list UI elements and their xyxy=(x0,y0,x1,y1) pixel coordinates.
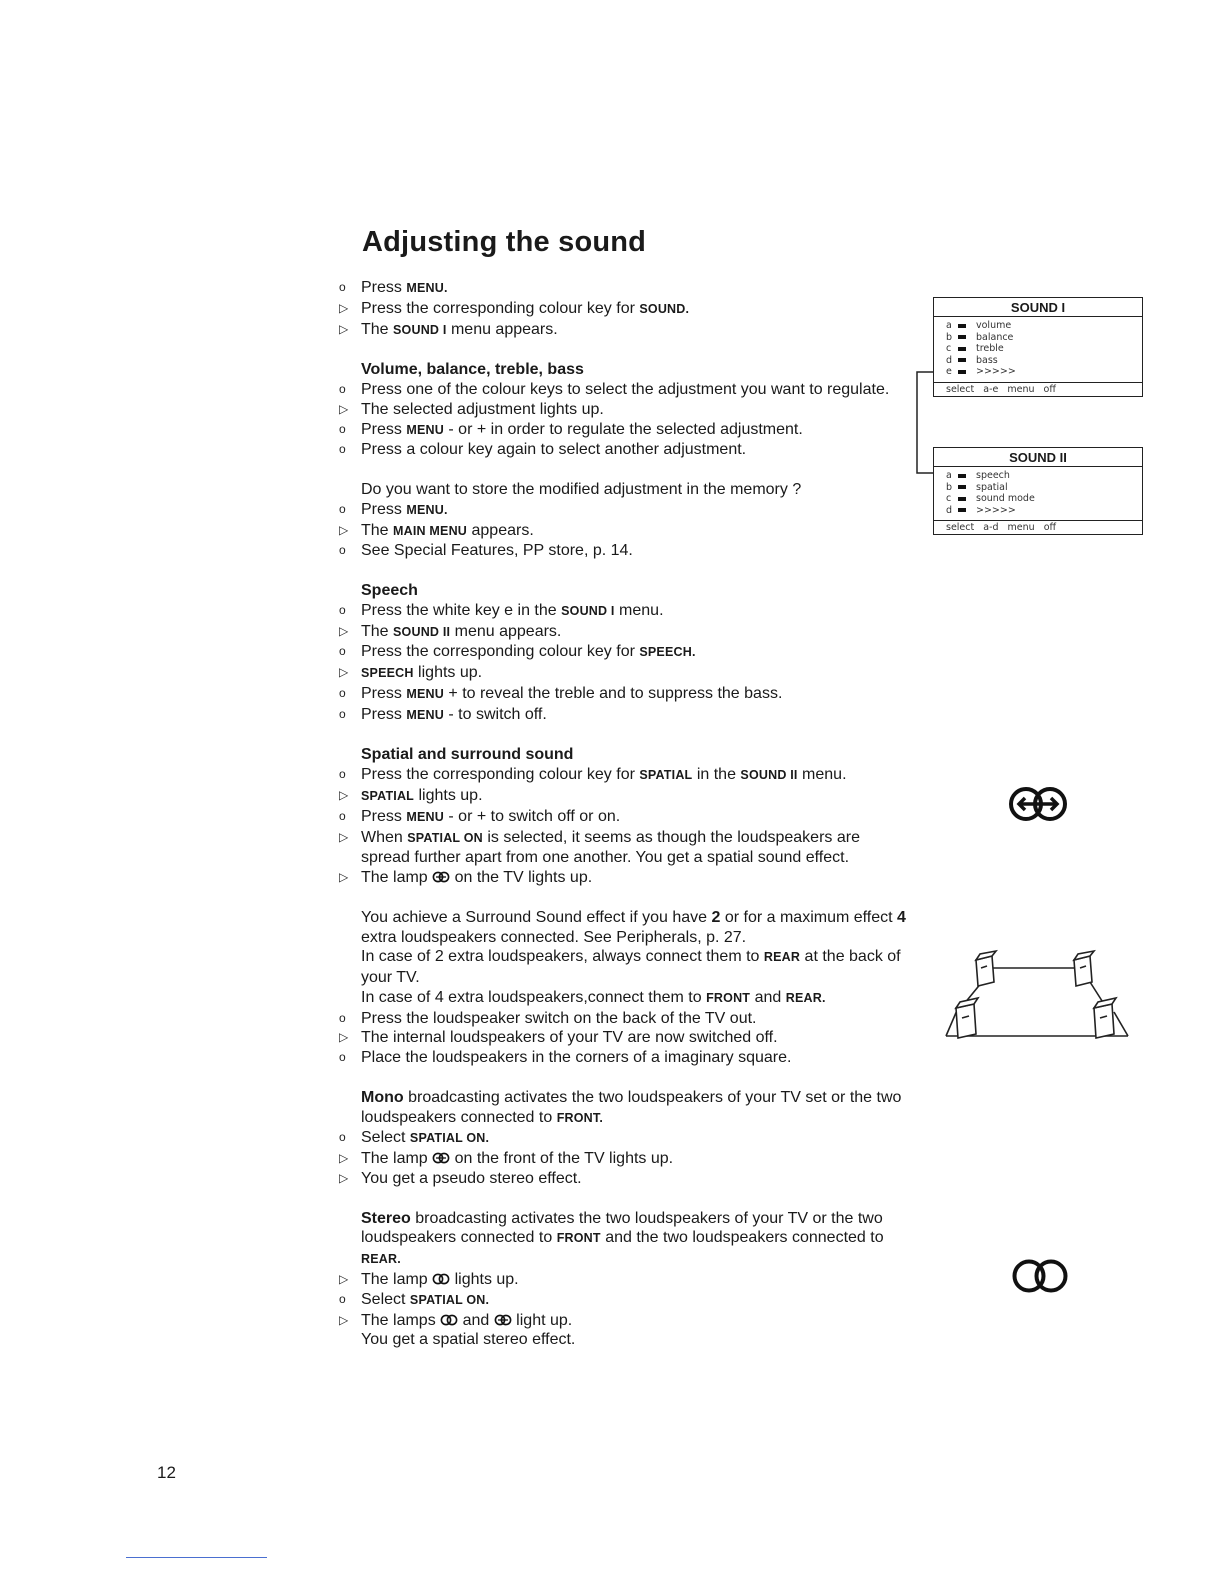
instruction-text: Press the corresponding colour key for SPATIAL in the SOUND II menu. xyxy=(361,766,847,784)
color-key-icon xyxy=(958,497,966,501)
menu-items xyxy=(934,317,1142,382)
spatial-lamp-icon xyxy=(494,1314,512,1326)
result-arrow-icon: ▷ xyxy=(339,1030,349,1045)
menu-item xyxy=(946,493,1142,505)
menu-item-label: bass xyxy=(976,354,998,366)
section xyxy=(338,1209,908,1351)
instruction-line xyxy=(338,1209,908,1270)
page-number: 12 xyxy=(157,1463,176,1482)
instruction-text: Press the loudspeaker switch on the back of the TV out. xyxy=(361,1009,757,1027)
color-key-icon xyxy=(958,324,966,328)
instruction-text: Press one of the colour keys to select the adjustment you want to regulate. xyxy=(361,380,890,398)
subheading: Stereo xyxy=(361,1209,411,1227)
section xyxy=(338,745,908,888)
instruction-line xyxy=(338,581,908,601)
step-bullet-icon: o xyxy=(339,543,346,558)
bottom-rule xyxy=(126,1557,267,1558)
instruction-text: The internal loudspeakers of your TV are now switched off. xyxy=(361,1029,778,1047)
page-title: Adjusting the sound xyxy=(362,226,647,258)
key-label: SPEECH. xyxy=(639,645,696,660)
instruction-line xyxy=(338,807,908,828)
step-bullet-icon: o xyxy=(339,1291,346,1306)
instruction-line xyxy=(338,765,908,786)
key-label: SPATIAL ON. xyxy=(409,1131,490,1146)
instruction-line xyxy=(338,1128,908,1149)
instruction-line xyxy=(338,360,908,380)
instruction-line xyxy=(338,320,908,341)
menu-item-label: balance xyxy=(976,331,1014,343)
spatial-lamp-icon xyxy=(1007,785,1069,823)
menu-item xyxy=(946,482,1142,494)
instruction-text: SPEECH lights up. xyxy=(361,664,483,682)
instruction-line xyxy=(338,278,908,299)
instruction-line xyxy=(338,684,908,705)
instruction-line xyxy=(338,400,908,420)
subheading: Speech xyxy=(361,581,418,599)
menu-item-label: treble xyxy=(976,343,1004,354)
menu-item-key: d xyxy=(946,504,953,516)
instruction-line xyxy=(338,1149,908,1169)
menu-item-key: a xyxy=(946,470,952,481)
stereo-lamp-icon xyxy=(432,1273,450,1285)
instruction-text: Stereo broadcasting activates the two loudspeakers of your TV or the two loudspeakers connected to FRONT and the two loudspeakers connected to REAR. xyxy=(361,1209,884,1267)
instruction-line xyxy=(338,947,908,988)
menu-item-label: sound mode xyxy=(976,493,1035,504)
indent xyxy=(338,480,361,500)
instruction-text: Press a colour key again to select another adjustment. xyxy=(361,441,747,459)
menu-item-key: d xyxy=(946,354,953,366)
subheading: Mono xyxy=(361,1088,404,1106)
instruction-text: Mono broadcasting activates the two loudspeakers of your TV set or the two loudspeakers connected to FRONT. xyxy=(361,1088,902,1126)
result-arrow-icon: ▷ xyxy=(339,787,349,802)
result-arrow-icon: ▷ xyxy=(339,1151,349,1166)
instruction-text: Press MENU - or + in order to regulate the selected adjustment. xyxy=(361,420,803,438)
instruction-text: Select SPATIAL ON. xyxy=(361,1290,490,1308)
instruction-line xyxy=(338,705,908,726)
emphasis-number: 4 xyxy=(897,908,906,926)
indent xyxy=(338,1209,361,1270)
color-key-icon xyxy=(958,370,966,374)
instruction-text: Press MENU - or + to switch off or on. xyxy=(361,807,621,825)
color-key-icon xyxy=(958,508,966,512)
instruction-line xyxy=(338,642,908,663)
color-key-icon xyxy=(958,474,966,478)
instruction-line xyxy=(338,908,908,948)
result-arrow-icon: ▷ xyxy=(339,829,349,844)
indent xyxy=(338,581,361,601)
instruction-text: The lamp lights up. xyxy=(361,1271,519,1289)
key-label: MENU xyxy=(406,809,444,824)
step-bullet-icon: o xyxy=(339,381,346,396)
key-label: SOUND. xyxy=(639,301,690,316)
menu-item-label: speech xyxy=(976,470,1010,481)
menu-item-label: volume xyxy=(976,320,1012,331)
instruction-text: The SOUND II menu appears. xyxy=(361,622,562,640)
sound-1-menu xyxy=(933,297,1143,397)
step-bullet-icon: o xyxy=(339,685,346,700)
menu-item-key: c xyxy=(946,343,952,354)
result-arrow-icon: ▷ xyxy=(339,1272,349,1287)
menu-item xyxy=(946,470,1142,482)
instruction-text xyxy=(361,581,908,601)
instruction-text: The lamp on the TV lights up. xyxy=(361,869,593,887)
instruction-line xyxy=(338,1330,908,1350)
section xyxy=(338,908,908,1068)
step-bullet-icon: o xyxy=(339,602,346,617)
instruction-text: The selected adjustment lights up. xyxy=(361,400,604,418)
instruction-text: The lamps and light up. xyxy=(361,1311,573,1329)
instruction-line xyxy=(338,868,908,888)
key-label: MENU. xyxy=(406,502,448,517)
instruction-line xyxy=(338,541,908,561)
menu-item-key: e xyxy=(946,366,952,377)
result-arrow-icon: ▷ xyxy=(339,623,349,638)
color-key-icon xyxy=(958,485,966,489)
menu-footer: select a-d menu off xyxy=(934,520,1142,534)
stereo-lamp-icon xyxy=(1011,1258,1069,1294)
key-label: MENU. xyxy=(406,281,448,295)
instruction-text: Press the corresponding colour key for SPEECH. xyxy=(361,643,696,661)
result-arrow-icon: ▷ xyxy=(339,522,349,537)
sections xyxy=(338,360,908,1350)
instruction-line xyxy=(338,380,908,400)
instruction-text: SPATIAL lights up. xyxy=(361,786,483,804)
instruction-line xyxy=(338,1028,908,1048)
menu-title: SOUND I xyxy=(934,298,1142,317)
instruction-text: In case of 4 extra loudspeakers,connect them to FRONT and REAR. xyxy=(361,988,826,1006)
instruction-line xyxy=(338,521,908,542)
key-label: REAR xyxy=(763,950,801,965)
menu-item-label: >>>>> xyxy=(976,366,1016,377)
instruction-text: Press MENU - to switch off. xyxy=(361,705,547,723)
instruction-line xyxy=(338,500,908,521)
key-label: FRONT xyxy=(706,990,751,1005)
step-bullet-icon: o xyxy=(339,808,346,823)
key-label: SOUND I xyxy=(561,603,615,618)
menu-item xyxy=(946,366,1142,378)
indent xyxy=(338,947,361,988)
menu-item xyxy=(946,343,1142,355)
subheading: Spatial and surround sound xyxy=(361,746,574,764)
instruction-line xyxy=(338,1290,908,1311)
instruction-text: The lamp on the front of the TV lights up. xyxy=(361,1150,674,1168)
emphasis-number: 2 xyxy=(711,908,721,926)
instruction-line xyxy=(338,786,908,807)
result-arrow-icon: ▷ xyxy=(339,401,349,416)
key-label: SOUND I xyxy=(393,322,447,337)
result-arrow-icon: ▷ xyxy=(339,1171,349,1186)
step-bullet-icon: o xyxy=(339,644,346,659)
spatial-lamp-icon xyxy=(432,871,450,883)
instruction-body xyxy=(338,278,908,1370)
key-label: SPATIAL xyxy=(361,788,415,803)
indent xyxy=(338,745,361,765)
section xyxy=(338,360,908,460)
menu-item xyxy=(946,355,1142,367)
menu-item-label: >>>>> xyxy=(976,504,1016,516)
menu-item-key: b xyxy=(946,481,953,493)
instruction-text: Place the loudspeakers in the corners of a imaginary square. xyxy=(361,1049,792,1067)
step-bullet-icon: o xyxy=(339,1050,346,1065)
indent xyxy=(338,360,361,380)
stereo-lamp-icon xyxy=(440,1314,458,1326)
key-label: REAR. xyxy=(361,1252,401,1267)
menu-item xyxy=(946,332,1142,344)
instruction-line xyxy=(338,440,908,460)
section xyxy=(338,581,908,726)
indent xyxy=(338,988,361,1009)
key-label: SPATIAL ON. xyxy=(409,1292,490,1307)
instruction-line xyxy=(338,828,908,869)
instruction-line xyxy=(338,745,908,765)
instruction-text: In case of 2 extra loudspeakers, always connect them to REAR at the back of your TV. xyxy=(361,948,901,987)
instruction-line xyxy=(338,988,908,1009)
instruction-line xyxy=(338,480,908,500)
key-label: SPEECH xyxy=(361,666,414,681)
instruction-text: You get a spatial stereo effect. xyxy=(361,1331,576,1349)
instruction-text: Press MENU + to reveal the treble and to suppress the bass. xyxy=(361,684,783,702)
key-label: MENU xyxy=(406,707,444,722)
key-label: FRONT. xyxy=(556,1110,604,1125)
step-bullet-icon: o xyxy=(339,1010,346,1025)
menu-item-key: c xyxy=(946,493,952,504)
key-label: MAIN MENU xyxy=(393,523,468,538)
intro-section xyxy=(338,278,908,340)
instruction-text: Press the white key e in the SOUND I menu. xyxy=(361,601,664,619)
instruction-text: When SPATIAL ON is selected, it seems as though the loudspeakers are spread further apart from one another. You get a spatial sound effect. xyxy=(361,828,860,867)
result-arrow-icon: ▷ xyxy=(339,665,349,680)
instruction-line xyxy=(338,622,908,643)
instruction-line xyxy=(338,420,908,441)
key-label: REAR. xyxy=(785,990,826,1005)
result-arrow-icon: ▷ xyxy=(339,300,349,315)
menu-title: SOUND II xyxy=(934,448,1142,467)
instruction-text xyxy=(361,360,908,380)
step-bullet-icon: o xyxy=(339,442,346,457)
instruction-text xyxy=(361,745,908,765)
instruction-text: The SOUND I menu appears. xyxy=(361,320,558,338)
key-label: FRONT xyxy=(556,1231,601,1246)
instruction-line xyxy=(338,1270,908,1290)
menu-item-key: a xyxy=(946,320,952,331)
color-key-icon xyxy=(958,335,966,339)
instruction-text: You get a pseudo stereo effect. xyxy=(361,1170,582,1188)
menu-item xyxy=(946,505,1142,517)
key-label: SOUND II xyxy=(740,768,798,783)
subheading: Volume, balance, treble, bass xyxy=(361,361,584,379)
indent xyxy=(338,908,361,948)
step-bullet-icon: o xyxy=(339,421,346,436)
key-label: SPATIAL xyxy=(639,768,693,783)
menu-item xyxy=(946,320,1142,332)
key-label: SOUND II xyxy=(393,624,451,639)
key-label: MENU xyxy=(406,422,444,437)
step-bullet-icon: o xyxy=(339,1130,346,1145)
key-label: SPATIAL ON xyxy=(407,830,483,845)
instruction-line xyxy=(338,1169,908,1189)
instruction-line xyxy=(338,1311,908,1331)
instruction-text: Select SPATIAL ON. xyxy=(361,1129,490,1147)
instruction-text: Press MENU. xyxy=(361,279,448,296)
step-bullet-icon: o xyxy=(339,706,346,721)
color-key-icon xyxy=(958,358,966,362)
menu-item-label: spatial xyxy=(976,481,1008,493)
result-arrow-icon: ▷ xyxy=(339,870,349,885)
instruction-line xyxy=(338,299,908,320)
step-bullet-icon: o xyxy=(339,501,346,516)
instruction-line xyxy=(338,1009,908,1029)
instruction-text: The MAIN MENU appears. xyxy=(361,521,534,539)
indent xyxy=(338,1330,361,1350)
section xyxy=(338,480,908,561)
spatial-lamp-icon xyxy=(432,1152,450,1164)
menu-items xyxy=(934,467,1142,520)
step-bullet-icon: o xyxy=(339,767,346,782)
menu-footer: select a-e menu off xyxy=(934,382,1142,396)
instruction-line xyxy=(338,663,908,684)
sound-2-menu xyxy=(933,447,1143,535)
instruction-text: Press the corresponding colour key for SOUND. xyxy=(361,299,690,317)
result-arrow-icon: ▷ xyxy=(339,321,349,336)
instruction-text: Press MENU. xyxy=(361,500,448,518)
section xyxy=(338,1088,908,1189)
loudspeaker-square-diagram xyxy=(944,948,1130,1044)
result-arrow-icon: ▷ xyxy=(339,1312,349,1327)
instruction-line xyxy=(338,601,908,622)
instruction-text: You achieve a Surround Sound effect if you have 2 or for a maximum effect 4 extra loudspeakers connected. See Peripherals, p. 27. xyxy=(361,908,906,946)
step-bullet-icon: o xyxy=(339,280,346,294)
instruction-text: See Special Features, PP store, p. 14. xyxy=(361,542,633,560)
instruction-line xyxy=(338,1048,908,1068)
indent xyxy=(338,1088,361,1129)
instruction-text: Do you want to store the modified adjustment in the memory ? xyxy=(361,480,802,498)
key-label: MENU xyxy=(406,686,444,701)
color-key-icon xyxy=(958,347,966,351)
menu-item-key: b xyxy=(946,331,953,343)
instruction-line xyxy=(338,1088,908,1129)
